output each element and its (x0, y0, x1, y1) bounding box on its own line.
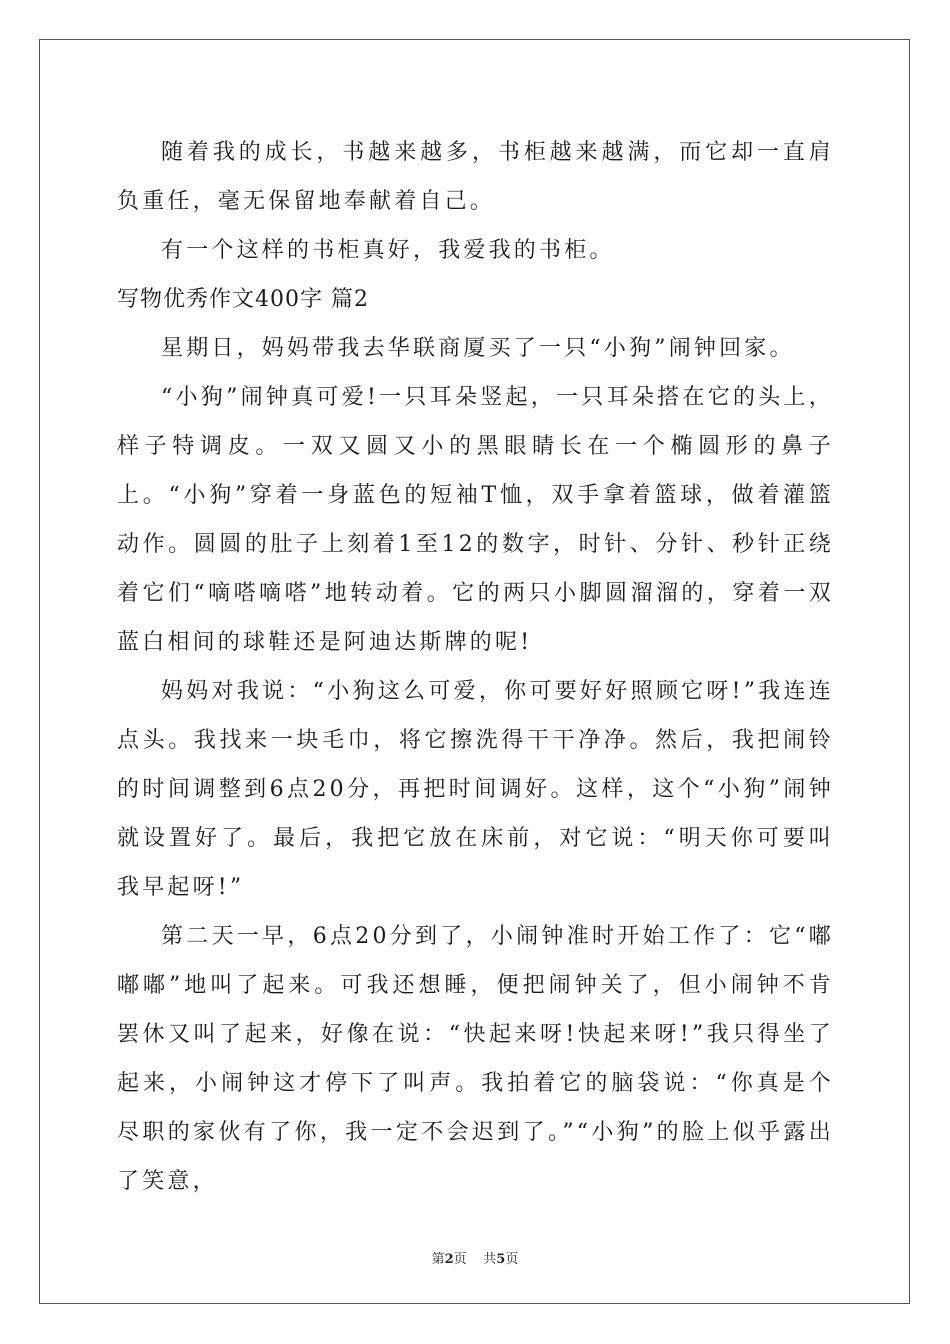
paragraph: 妈妈对我说：“小狗这么可爱，你可要好好照顾它呀!”我连连点头。我找来一块毛巾，将它擦洗得干干净净。然后，我把闹铃的时间调整到6点20分，再把时间调好。这样，这个“小狗”闹钟就设置好了。最后，我把它放在床前，对它说：“明天你可要叫我早起呀!” (117, 679, 834, 900)
page-footer (0, 1248, 950, 1267)
total-suffix: 页 (505, 1252, 519, 1267)
paragraph: “小狗”闹钟真可爱!一只耳朵竖起，一只耳朵搭在它的头上，样子特调皮。一双又圆又小的黑眼睛长在一个椭圆形的鼻子上。“小狗”穿着一身蓝色的短袖T恤，双手拿着篮球，做着灌篮动作。圆圆的肚子上刻着1至12的数字，时针、分针、秒针正绕着它们“嘀嗒嘀嗒”地转动着。它的两只小脚圆溜溜的，穿着一双蓝白相间的球鞋还是阿迪达斯牌的呢! (117, 385, 834, 655)
paragraph: 第二天一早，6点20分到了，小闹钟准时开始工作了：它“嘟嘟嘟”地叫了起来。可我还想睡，便把闹钟关了，但小闹钟不肯罢休又叫了起来，好像在说：“快起来呀!快起来呀!”我只得坐了起来，小闹钟这才停下了叫声。我拍着它的脑袋说：“你真是个尽职的家伙有了你，我一定不会迟到了。”“小狗”的脸上似乎露出了笑意， (117, 924, 834, 1194)
paragraph: 星期日，妈妈带我去华联商厦买了一只“小狗”闹钟回家。 (161, 336, 795, 361)
page-number: 2 (444, 1252, 454, 1267)
total-prefix: 共 (483, 1252, 497, 1267)
page-prefix: 第 (431, 1252, 445, 1267)
section-heading: 写物优秀作文400字 篇2 (117, 287, 369, 312)
paragraph: 有一个这样的书柜真好，我爱我的书柜。 (161, 238, 615, 263)
total-pages: 5 (496, 1252, 506, 1267)
document-body (117, 128, 834, 1206)
page-suffix: 页 (453, 1252, 467, 1267)
paragraph: 随着我的成长，书越来越多，书柜越来越满，而它却一直肩负重任，毫无保留地奉献着自己。 (117, 140, 834, 214)
